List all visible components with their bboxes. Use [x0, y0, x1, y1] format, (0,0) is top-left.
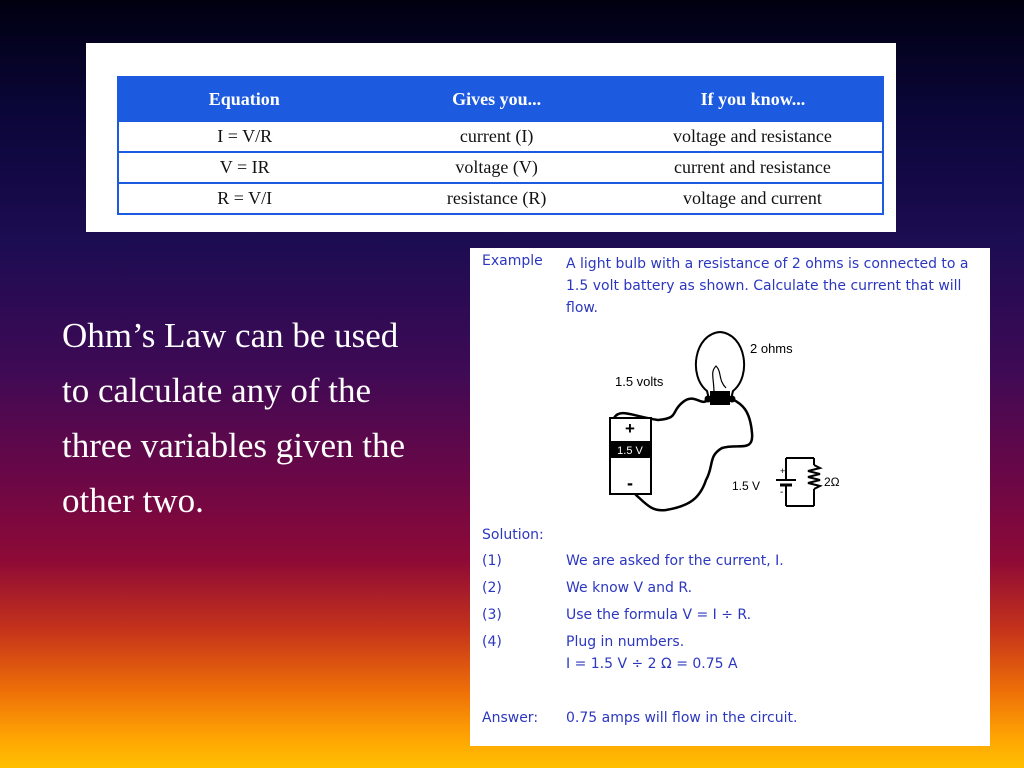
header-equation: Equation — [118, 77, 370, 121]
ohms-law-table-card — [86, 43, 896, 232]
header-if-you-know: If you know... — [623, 77, 883, 121]
step-text: We are asked for the current, I. — [566, 553, 784, 569]
bottom-wire — [635, 399, 752, 510]
equation-cell: V = IR — [118, 152, 370, 183]
schematic-resistance-label: 2Ω — [824, 475, 840, 489]
battery-value: 1.5 V — [617, 445, 643, 457]
known-cell: current and resistance — [623, 152, 883, 183]
battery-voltage-label: 1.5 volts — [615, 374, 664, 389]
answer-text: 0.75 amps will flow in the circuit. — [566, 710, 798, 726]
circuit-diagram — [470, 248, 990, 528]
table-header-row — [118, 77, 883, 121]
known-cell: voltage and resistance — [623, 121, 883, 152]
example-label: Example — [482, 253, 543, 269]
bulb-terminal — [729, 396, 736, 403]
header-gives-you: Gives you... — [370, 77, 622, 121]
step-text: Use the formula V = I ÷ R. — [566, 607, 752, 623]
known-cell: voltage and current — [623, 183, 883, 214]
table-row — [118, 121, 883, 152]
gives-cell: current (I) — [370, 121, 622, 152]
schematic-plus: + — [780, 466, 786, 476]
equation-cell: R = V/I — [118, 183, 370, 214]
table-row — [118, 152, 883, 183]
ohms-law-table — [117, 76, 884, 215]
step-number: (4) — [482, 634, 502, 650]
solution-label: Solution: — [482, 527, 544, 543]
top-wire — [614, 399, 708, 420]
step-text: Plug in numbers. — [566, 634, 685, 650]
step-equation: I = 1.5 V ÷ 2 Ω = 0.75 A — [566, 656, 738, 672]
gives-cell: resistance (R) — [370, 183, 622, 214]
schematic-minus: - — [780, 487, 784, 498]
answer-label: Answer: — [482, 710, 539, 726]
light-bulb-icon — [696, 332, 744, 399]
equation-cell: I = V/R — [118, 121, 370, 152]
example-card — [470, 248, 990, 746]
gives-cell: voltage (V) — [370, 152, 622, 183]
intro-text: Ohm’s Law can be used to calculate any of the three variables given the other two. — [62, 316, 406, 520]
bulb-terminal — [705, 396, 712, 403]
bulb-resistance-label: 2 ohms — [750, 341, 793, 356]
table-row — [118, 183, 883, 214]
battery-minus: - — [627, 473, 633, 493]
step-number: (1) — [482, 553, 502, 569]
step-number: (2) — [482, 580, 502, 596]
example-text: A light bulb with a resistance of 2 ohms is connected to a 1.5 volt battery as shown. Calculate the current that will flow. — [566, 256, 969, 316]
battery-plus: + — [625, 419, 635, 438]
step-text: We know V and R. — [566, 580, 693, 596]
schematic-voltage-label: 1.5 V — [732, 479, 761, 493]
bulb-base-icon — [710, 391, 730, 405]
step-number: (3) — [482, 607, 502, 623]
